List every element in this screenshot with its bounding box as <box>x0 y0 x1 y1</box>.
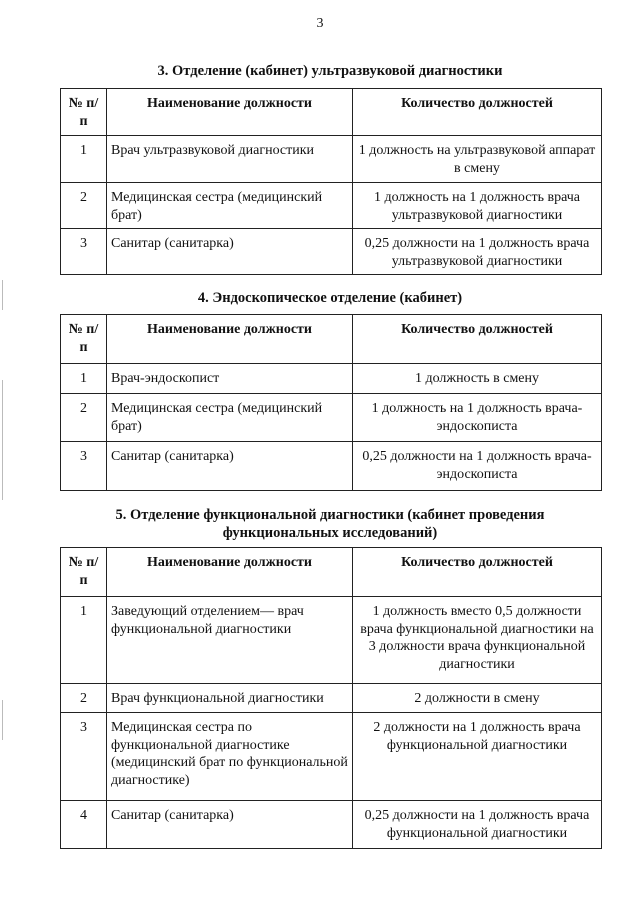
section-4-table <box>60 314 602 491</box>
row-number: 3 <box>61 713 107 801</box>
row-quantity: 2 должности на 1 должность врача функциональной диагностики <box>353 713 602 801</box>
section-3-title: 3. Отделение (кабинет) ультразвуковой диагностики <box>157 63 503 79</box>
row-number: 4 <box>61 801 107 849</box>
table-row <box>61 364 602 394</box>
row-position: Медицинская сестра (медицинский брат) <box>107 394 353 442</box>
table-row <box>61 229 602 275</box>
table-row <box>61 801 602 849</box>
row-quantity: 1 должность в смену <box>353 364 602 394</box>
table-row <box>61 684 602 713</box>
row-number: 2 <box>61 684 107 713</box>
header-number: № п/п <box>61 548 107 597</box>
section-5-table <box>60 547 602 849</box>
row-number: 3 <box>61 229 107 275</box>
row-number: 1 <box>61 136 107 183</box>
page-number: 3 <box>316 16 324 31</box>
scan-edge-mark <box>2 280 3 310</box>
section-4-title: 4. Эндоскопическое отделение (кабинет) <box>197 290 463 306</box>
scan-edge-mark <box>2 380 3 500</box>
row-number: 3 <box>61 442 107 491</box>
row-quantity: 0,25 должности на 1 должность врача-эндоскописта <box>353 442 602 491</box>
row-quantity: 1 должность на 1 должность врача-эндоскописта <box>353 394 602 442</box>
header-position: Наименование должности <box>107 315 353 364</box>
table-header-row <box>61 548 602 597</box>
table-row <box>61 394 602 442</box>
row-number: 2 <box>61 183 107 229</box>
section-5-title: 5. Отделение функциональной диагностики (кабинет проведения функциональных исследований) <box>115 507 545 541</box>
row-position: Врач ультразвуковой диагностики <box>107 136 353 183</box>
table-row <box>61 183 602 229</box>
row-quantity: 1 должность на ультразвуковой аппарат в смену <box>353 136 602 183</box>
row-quantity: 0,25 должности на 1 должность врача ультразвуковой диагностики <box>353 229 602 275</box>
table-header-row <box>61 89 602 136</box>
header-number: № п/п <box>61 89 107 136</box>
section-3-table <box>60 88 602 275</box>
row-quantity: 0,25 должности на 1 должность врача функциональной диагностики <box>353 801 602 849</box>
row-quantity: 2 должности в смену <box>353 684 602 713</box>
row-number: 1 <box>61 597 107 684</box>
row-position: Врач-эндоскопист <box>107 364 353 394</box>
scan-edge-mark <box>2 700 3 740</box>
table-header-row <box>61 315 602 364</box>
header-quantity: Количество должностей <box>353 89 602 136</box>
row-quantity: 1 должность вместо 0,5 должности врача функциональной диагностики на 3 должности врача функциональной диагностики <box>353 597 602 684</box>
header-position: Наименование должности <box>107 548 353 597</box>
header-quantity: Количество должностей <box>353 315 602 364</box>
row-position: Медицинская сестра по функциональной диагностике (медицинский брат по функциональной диагностике) <box>107 713 353 801</box>
row-quantity: 1 должность на 1 должность врача ультразвуковой диагностики <box>353 183 602 229</box>
header-position: Наименование должности <box>107 89 353 136</box>
row-position: Санитар (санитарка) <box>107 801 353 849</box>
row-position: Санитар (санитарка) <box>107 229 353 275</box>
row-position: Санитар (санитарка) <box>107 442 353 491</box>
row-number: 2 <box>61 394 107 442</box>
row-position: Врач функциональной диагностики <box>107 684 353 713</box>
table-row <box>61 597 602 684</box>
row-position: Медицинская сестра (медицинский брат) <box>107 183 353 229</box>
row-position: Заведующий отделением— врач функциональной диагностики <box>107 597 353 684</box>
header-quantity: Количество должностей <box>353 548 602 597</box>
table-row <box>61 713 602 801</box>
header-number: № п/п <box>61 315 107 364</box>
table-row <box>61 442 602 491</box>
table-row <box>61 136 602 183</box>
row-number: 1 <box>61 364 107 394</box>
